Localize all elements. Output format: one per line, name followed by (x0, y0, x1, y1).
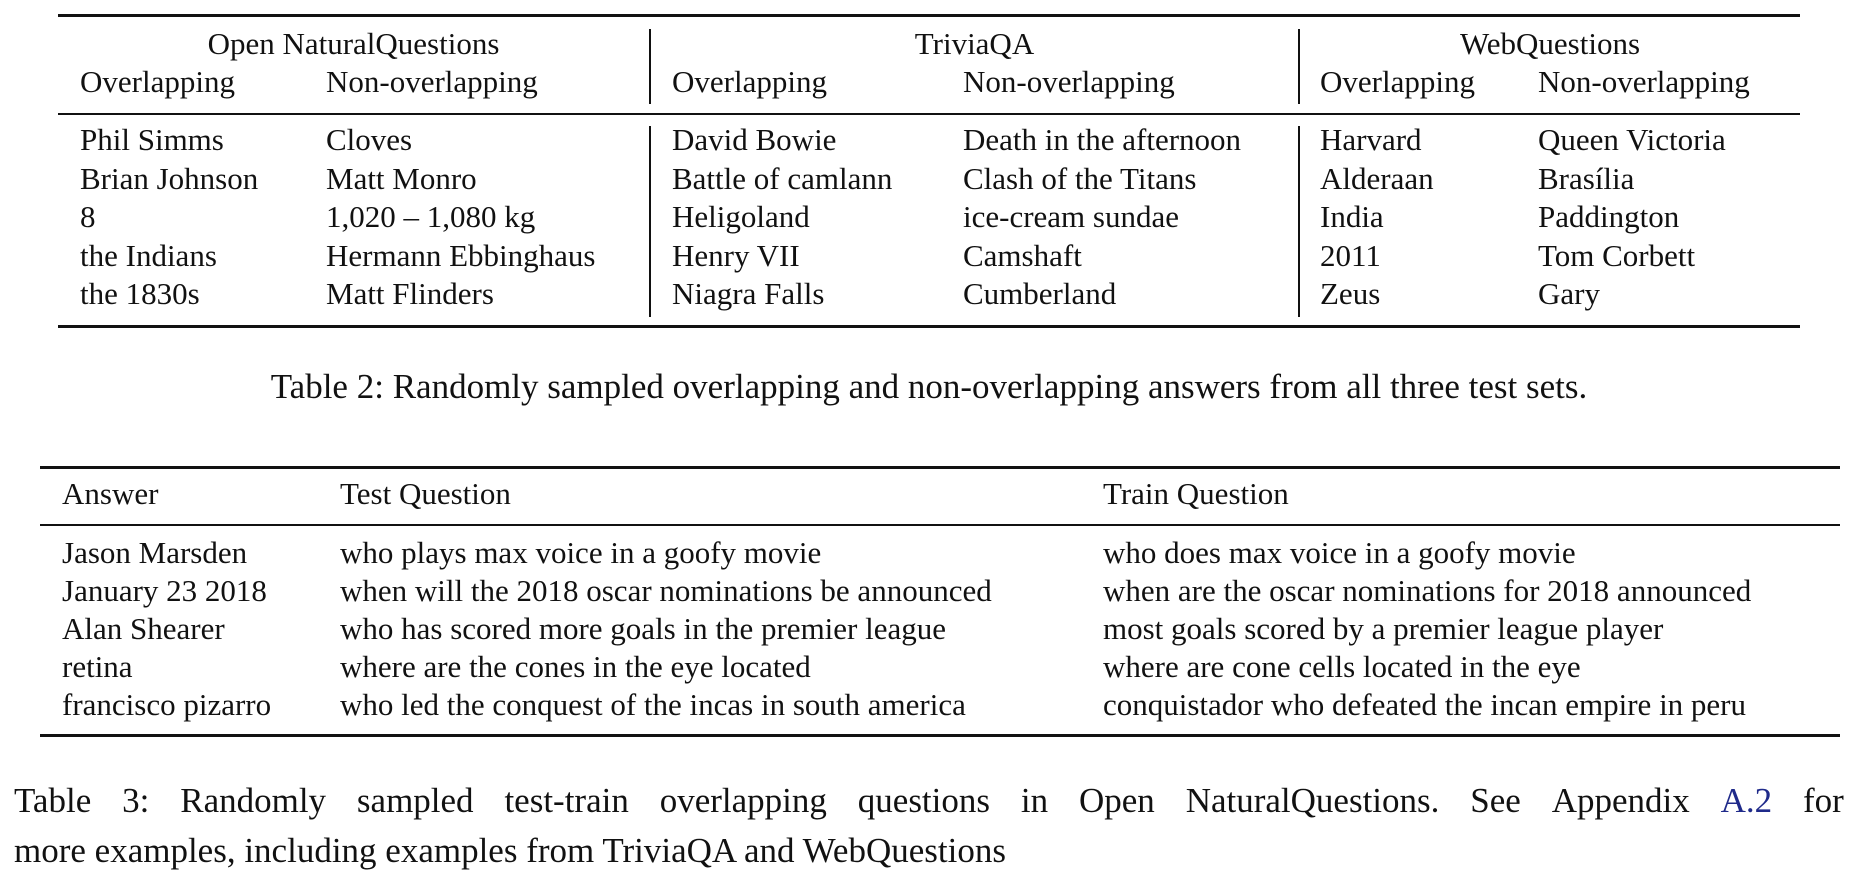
table-3 (40, 466, 1840, 738)
table-cell: the 1830s (80, 276, 200, 311)
table-cell: Brasília (1538, 160, 1635, 196)
table-cell: Gary (1538, 276, 1600, 311)
column-header-answer: Answer (62, 476, 159, 511)
table-cell: Brian Johnson (80, 160, 259, 196)
table-cell: Tom Corbett (1538, 237, 1696, 273)
nq-overlapping-column (80, 121, 258, 314)
table-cell: Queen Victoria (1538, 122, 1726, 157)
column-header: Non-overlapping (326, 64, 538, 99)
table-bottom-rule (58, 325, 1800, 328)
table-cell: who led the conquest of the incas in south america (340, 687, 966, 722)
table-cell: Matt Monro (326, 160, 477, 196)
table-cell: when are the oscar nominations for 2018 announced (1103, 573, 1752, 608)
table-cell: Alan Shearer (62, 611, 225, 646)
caption-word: overlapping (659, 781, 827, 820)
column-separator (1298, 126, 1300, 317)
table-top-rule (40, 466, 1840, 469)
train-question-column (1103, 534, 1751, 724)
column-header: Non-overlapping (1538, 64, 1750, 99)
table-bottom-rule (40, 734, 1840, 737)
table-cell: India (1320, 199, 1384, 234)
table-cell: Camshaft (963, 237, 1082, 273)
answer-column (62, 534, 271, 724)
table-cell: 1,020 – 1,080 kg (326, 199, 536, 234)
column-header-train-question: Train Question (1103, 476, 1289, 511)
table-top-rule (58, 14, 1800, 17)
table-cell: where are the cones in the eye located (340, 649, 811, 684)
table-cell: Niagra Falls (672, 276, 825, 311)
column-header: Overlapping (80, 64, 235, 99)
table-cell: Henry VII (672, 237, 800, 273)
triviaqa-overlapping-column (672, 121, 892, 314)
table-2 (58, 14, 1800, 329)
table-cell: Cumberland (963, 276, 1117, 311)
table-cell: Matt Flinders (326, 276, 494, 311)
table-header-rule (58, 113, 1800, 115)
triviaqa-non-overlapping-column (963, 121, 1241, 314)
caption-word: sampled (356, 781, 474, 820)
table-cell: Cloves (326, 122, 413, 157)
table-cell: Battle of camlann (672, 160, 893, 196)
caption-word: for (1803, 781, 1844, 820)
table-cell: Zeus (1320, 276, 1381, 311)
table-cell: who does max voice in a goofy movie (1103, 535, 1576, 570)
table-cell: retina (62, 649, 133, 684)
caption-word: Randomly (180, 781, 327, 820)
table-cell: Heligoland (672, 199, 810, 234)
test-question-column (340, 534, 992, 724)
appendix-link[interactable]: A.2 (1720, 781, 1773, 820)
table-cell: Clash of the Titans (963, 160, 1197, 196)
caption-word: in (1020, 781, 1049, 820)
column-header: Overlapping (1320, 64, 1475, 99)
caption-word: 3: (122, 781, 150, 820)
group-header-webquestions: WebQuestions (1459, 26, 1641, 61)
table-cell: 2011 (1320, 237, 1381, 273)
table-cell: David Bowie (672, 122, 837, 157)
table-2-caption: Table 2: Randomly sampled overlapping and non-overlapping answers from all three test sets. (270, 367, 1588, 406)
table-cell: Jason Marsden (62, 535, 248, 570)
column-separator (649, 126, 651, 317)
table-cell: 8 (80, 199, 96, 234)
group-header-triviaqa: TriviaQA (914, 26, 1035, 61)
column-header-test-question: Test Question (340, 476, 511, 511)
caption-line-2: more examples, including examples from TriviaQA and WebQuestions (14, 831, 1006, 870)
table-header-rule (40, 524, 1840, 526)
webquestions-non-overlapping-column (1538, 121, 1726, 314)
table-cell: ice-cream sundae (963, 199, 1180, 234)
table-cell: Phil Simms (80, 122, 224, 157)
caption-word: See (1470, 781, 1521, 820)
table-cell: where are cone cells located in the eye (1103, 649, 1581, 684)
table-cell: Harvard (1320, 122, 1422, 157)
table-3-caption (14, 776, 1844, 876)
table-cell: January 23 2018 (62, 573, 267, 608)
table-cell: who has scored more goals in the premier league (340, 611, 947, 646)
caption-word: NaturalQuestions. (1185, 781, 1440, 820)
caption-word: Open (1079, 781, 1155, 820)
table-cell: Hermann Ebbinghaus (326, 237, 596, 273)
caption-word: Appendix (1551, 781, 1690, 820)
table-cell: when will the 2018 oscar nominations be announced (340, 573, 992, 608)
table-cell: conquistador who defeated the incan empire in peru (1103, 687, 1747, 722)
table-cell: Alderaan (1320, 160, 1434, 196)
caption-word: questions (857, 781, 991, 820)
nq-non-overlapping-column (326, 121, 595, 314)
table-cell: francisco pizarro (62, 687, 272, 722)
table-cell: Paddington (1538, 199, 1680, 234)
table-cell: Death in the afternoon (963, 122, 1242, 157)
caption-line-1 (14, 776, 1844, 826)
column-header: Non-overlapping (963, 64, 1175, 99)
caption-word: Table (14, 781, 92, 820)
column-header: Overlapping (672, 64, 827, 99)
group-header-open-naturalquestions: Open NaturalQuestions (207, 26, 500, 61)
webquestions-overlapping-column (1320, 121, 1434, 314)
table-cell: who plays max voice in a goofy movie (340, 535, 822, 570)
table-cell: the Indians (80, 237, 217, 273)
table-cell: most goals scored by a premier league player (1103, 611, 1664, 646)
caption-word: test-train (504, 781, 629, 820)
